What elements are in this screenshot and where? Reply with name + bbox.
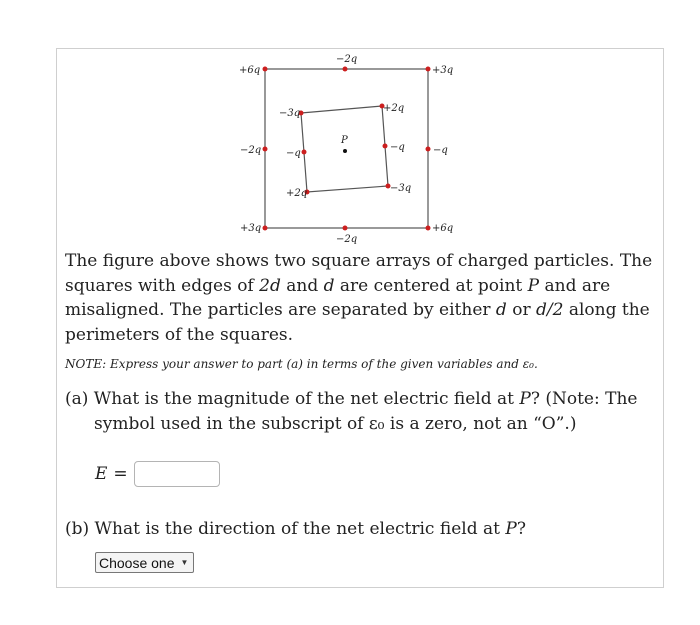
problem-card [56, 48, 664, 588]
e-variable-label: E [95, 464, 108, 484]
label-outer-bottom-left: +3q [240, 223, 262, 234]
part-a-question: (a) What is the magnitude of the net electric field at P? (Note: The symbol used in the subscript of ε₀ is a zero, not an “O”.) [65, 389, 638, 434]
point-p-dot [343, 149, 347, 153]
charge-outer-top-left [263, 67, 268, 72]
direction-select-value: Choose one [99, 554, 175, 571]
charge-array-figure [57, 49, 665, 249]
charge-inner-right-mid [383, 144, 388, 149]
label-inner-right-mid: −q [390, 142, 405, 153]
label-outer-bottom-right: +6q [432, 223, 454, 234]
label-outer-right-mid: −q [433, 145, 448, 156]
charge-outer-top-right [426, 67, 431, 72]
label-inner-bottom-left: +2q [286, 188, 308, 199]
charge-outer-bottom-mid [343, 226, 348, 231]
label-outer-bottom-mid: −2q [336, 234, 358, 245]
problem-statement: The figure above shows two square arrays of charged particles. The squares with edges of 2d and d are centered at point P and are misaligned. The particles are separated by either d or d/2 along the perimeters of the squares. [65, 251, 653, 345]
answer-row [95, 461, 220, 487]
charge-outer-right-mid [426, 147, 431, 152]
label-outer-top-mid: −2q [336, 54, 358, 65]
charge-inner-left-mid [302, 150, 307, 155]
charge-outer-top-mid [343, 67, 348, 72]
label-inner-top-left: −3q [279, 108, 301, 119]
label-outer-top-left: +6q [239, 65, 261, 76]
inner-square [301, 106, 388, 192]
equals-sign: = [113, 464, 128, 484]
chevron-down-icon: ▼ [180, 558, 189, 567]
answer-note: NOTE: Express your answer to part (a) in terms of the given variables and ε₀. [65, 357, 538, 371]
label-outer-top-right: +3q [432, 65, 454, 76]
magnitude-answer-input[interactable] [134, 461, 220, 487]
point-p-label: P [341, 135, 348, 146]
label-inner-top-right: +2q [383, 103, 405, 114]
charge-outer-left-mid [263, 147, 268, 152]
label-outer-left-mid: −2q [240, 145, 262, 156]
charge-outer-bottom-left [263, 226, 268, 231]
label-inner-bottom-right: −3q [390, 183, 412, 194]
charge-outer-bottom-right [426, 226, 431, 231]
label-inner-left-mid: −q [286, 148, 301, 159]
direction-select[interactable] [95, 552, 194, 573]
part-b-question: (b) What is the direction of the net electric field at P? [65, 519, 526, 539]
